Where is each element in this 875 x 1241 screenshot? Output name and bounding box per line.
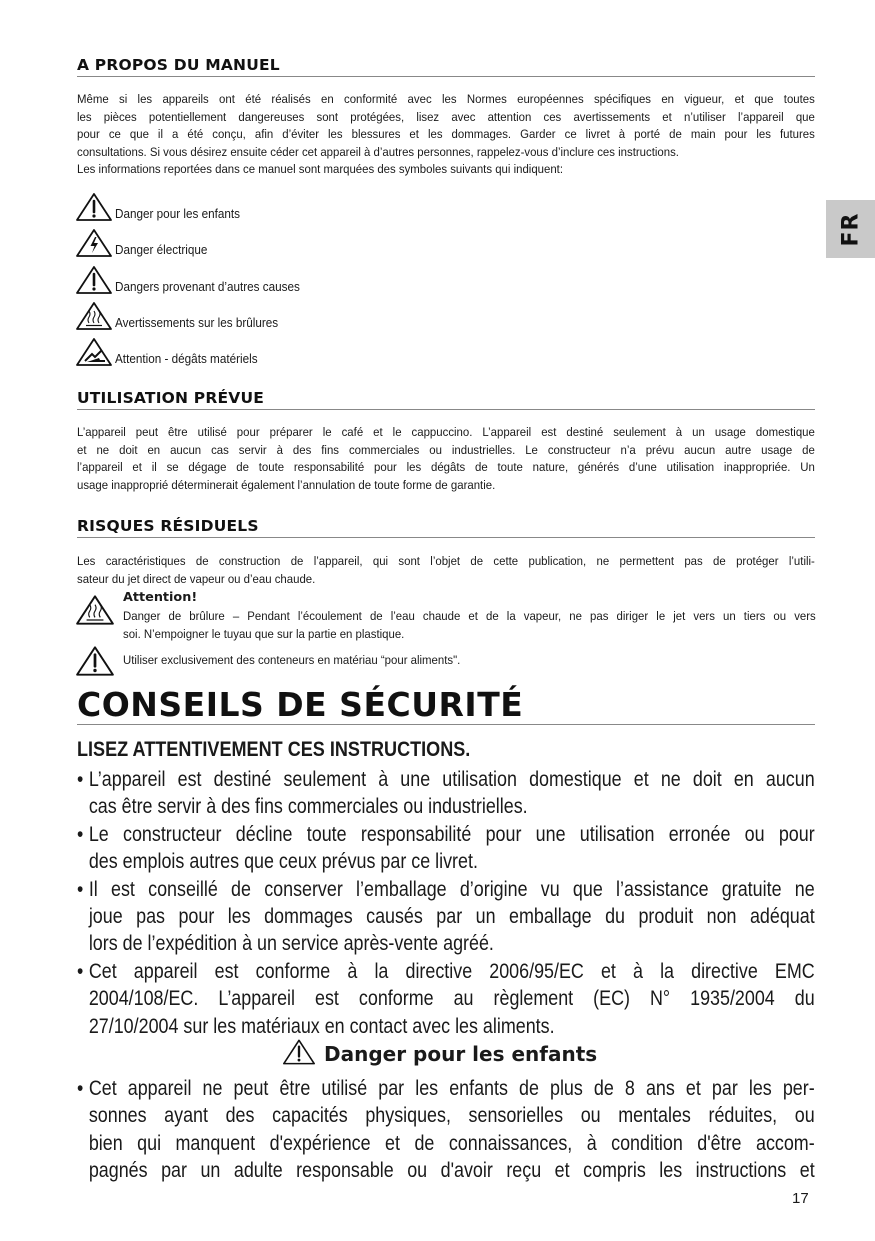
risks-line: sateur du jet direct de vapeur ou d’eau chaude. [77,571,316,586]
risks-paragraph [77,553,815,588]
symbol-other-danger [75,265,314,295]
bullet-line: pagnés par un adulte responsable ou d'avoir reçu et compris les instructions et [88,1159,815,1183]
attention-line: soi. N’empoigner le tuyau que sur la partie en plastique. [123,626,405,641]
list-item: • Le constructeur décline toute responsabilité pour une utilisation erronée ou pour des emplois autres que ceux prévus par ce livret. [77,821,815,876]
symbol-label: Danger pour les enfants [115,207,241,221]
bullet-line: sonnes ayant des capacités physiques, sensorielles ou mentales réduites, ou [88,1104,815,1128]
bullet-line: cas être servir à des fins commerciales ou industrielles. [88,795,528,819]
bullet-line: Cet appareil est conforme à la directive 2006/95/EC et à la directive EMC [88,959,815,983]
bullet-line: bien qui manquent d'expérience et de connaissances, à condition d'être accom- [88,1131,815,1155]
warning-icon [75,645,115,677]
bullet-line: lors de l’expédition à un service après-vente agréé. [88,932,494,956]
symbol-material-damage [75,337,268,367]
risks-section-title: RISQUES RÉSIDUELS [77,517,815,538]
damage-icon [75,337,113,367]
children-danger-heading-text: Danger pour les enfants [324,1042,598,1066]
page-number: 17 [792,1190,809,1207]
burn-icon [75,594,115,626]
electric-icon [75,228,113,258]
warning-icon [75,265,113,295]
attention-line: Danger de brûlure – Pendant l’écoulement de l’eau chaude et de la vapeur, ne pas diriger le jet vers un tiers ou vers [123,609,816,623]
about-line: consultations. Si vous désirez ensuite céder cet appareil à d’autres personnes, rappelez-vous d’inclure ces instructions. [77,144,679,159]
symbol-label: Avertissements sur les brûlures [115,316,279,330]
about-line: Les informations reportées dans ce manuel sont marquées des symboles suivants qui indiquent: [77,162,564,177]
list-item: • Il est conseillé de conserver l’emballage d’origine vu que l’assistance gratuite ne joue pas pour les dommages causés par un emballage du produit non adéquat lors de l’expédition à un service après-vente agréé. [77,876,815,958]
attention-text [123,608,816,643]
bullet-line: Cet appareil ne peut être utilisé par les enfants de plus de 8 ans et par les per- [88,1077,815,1100]
bullet-line: L’appareil est destiné seulement à une utilisation domestique et ne doit en aucun [88,768,815,791]
language-tab [826,200,875,258]
attention-title: Attention! [123,590,198,605]
safety-bullet-list [77,766,815,1040]
about-line: Même si les appareils ont été réalisés en conformité avec les Normes européennes spécifiques en vigueur, et que toutes [77,92,815,106]
food-container-note: Utiliser exclusivement des conteneurs en matériau “pour aliments". [123,653,461,667]
bullet-line: 2004/108/EC. L’appareil est conforme au règlement (EC) N° 1935/2004 du [88,987,815,1011]
usage-section-title: UTILISATION PRÉVUE [77,389,815,410]
about-section-title: A PROPOS DU MANUEL [77,56,815,77]
usage-paragraph [77,424,815,494]
children-danger-heading [282,1038,597,1066]
children-bullet-list [77,1075,815,1185]
risks-line: Les caractéristiques de construction de l’appareil, qui sont l’objet de cette publication, ne permettent pas de protéger l’utili- [77,554,815,568]
symbol-label: Danger électrique [115,243,208,257]
symbol-electric-danger [75,228,214,258]
about-line: les pièces potentiellement dangereuses sont protégées, lisez avec attention ces avertissements et n’utiliser l’appareil que [77,109,815,124]
about-line: pour ce que il a été conçu, afin d’éviter les blessures et les dommages. Garder ce livret à porté de main pour les futures [77,127,815,142]
usage-line: usage inapproprié déterminerait également l’annulation de toute forme de garantie. [77,477,496,492]
usage-line: et ne doit en aucun cas servir à des fins commerciales ou industrielles. Le constructeur n’a prévu aucun autre usage de [77,442,815,457]
symbol-child-danger [75,192,249,222]
bullet-line: 27/10/2004 sur les matériaux en contact avec les aliments. [88,1014,555,1038]
language-tab-label: FR [838,212,863,246]
list-item: • Cet appareil ne peut être utilisé par les enfants de plus de 8 ans et par les per- sonnes ayant des capacités physiques, sensorielles ou mentales réduites, ou bien qui manquent d'expérience et de connaissances, à condition d'être accom- pagnés par un adulte responsable ou d'avoir reçu et compris les instructions et [77,1075,815,1185]
warning-icon [282,1038,316,1066]
bullet-line: Il est conseillé de conserver l’emballage d’origine vu que l’assistance gratuite ne [88,877,815,901]
list-item: • Cet appareil est conforme à la directive 2006/95/EC et à la directive EMC 2004/108/EC. L’appareil est conforme au règlement (EC) N° 1935/2004 du 27/10/2004 sur les matériaux en contact avec les aliments. [77,958,815,1040]
safety-subtitle: LISEZ ATTENTIVEMENT CES INSTRUCTIONS. [77,738,471,761]
warning-icon [75,192,113,222]
about-paragraph [77,91,815,179]
usage-line: l’appareil et il se dégage de toute responsabilité pour les dégâts de toute nature, générés d’une utilisation inappropriée. Un [77,460,815,475]
list-item: • L’appareil est destiné seulement à une utilisation domestique et ne doit en aucun cas être servir à des fins commerciales ou industrielles. [77,766,815,821]
symbol-label: Dangers provenant d’autres causes [115,280,300,294]
bullet-line: Le constructeur décline toute responsabilité pour une utilisation erronée ou pour [88,822,815,846]
bullet-line: joue pas pour les dommages causés par un emballage du produit non adéquat [88,905,815,929]
bullet-line: des emplois autres que ceux prévus par ce livret. [88,850,478,874]
safety-title: CONSEILS DE SÉCURITÉ [77,686,815,725]
burn-icon [75,301,113,331]
symbol-label: Attention - dégâts matériels [115,352,258,366]
usage-line: L’appareil peut être utilisé pour préparer le café et le cappuccino. L’appareil est destiné seulement à un usage domestique [77,425,815,439]
symbol-burn-warning [75,301,290,331]
